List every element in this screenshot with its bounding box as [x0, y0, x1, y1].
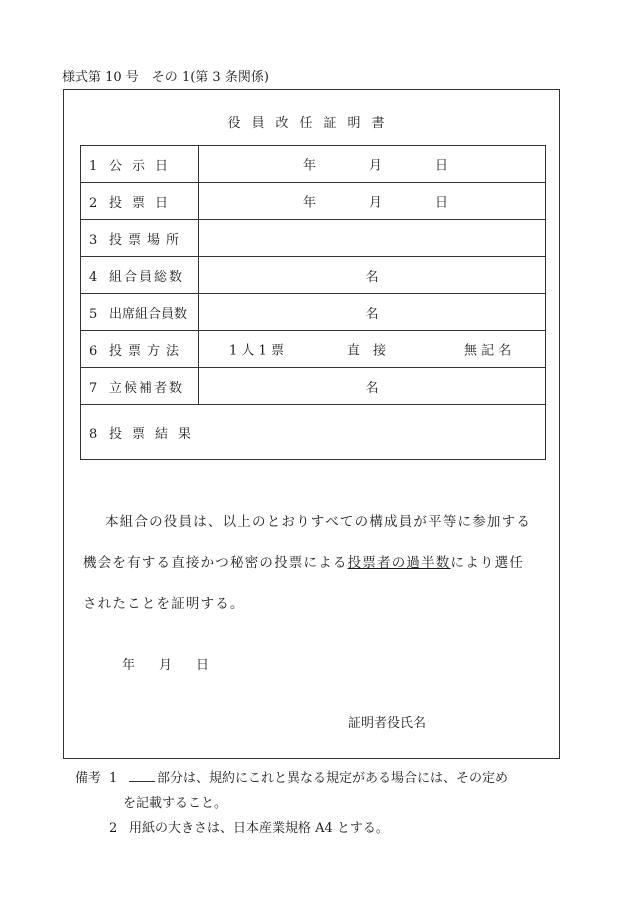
- form-number: 様式第 10 号 その 1(第 3 条関係): [62, 70, 269, 85]
- direct-option: 直 接: [347, 343, 387, 359]
- table-row: [81, 368, 546, 405]
- row-label: 1 公示日: [81, 146, 199, 183]
- table-row: [81, 294, 546, 331]
- voting-method-field: [199, 331, 546, 368]
- table-row: [81, 220, 546, 257]
- table-row: [81, 183, 546, 220]
- row-label: 5 出席組合員数: [81, 294, 199, 331]
- voting-place-field[interactable]: [199, 220, 546, 257]
- underline-blank: [129, 769, 155, 782]
- total-members-field[interactable]: 名: [199, 257, 546, 294]
- secret-option: 無 記 名: [464, 343, 512, 359]
- table-row: [81, 257, 546, 294]
- certification-date[interactable]: 年 月 日: [122, 658, 210, 673]
- attending-members-field[interactable]: 名: [199, 294, 546, 331]
- voting-result-field[interactable]: 8 投票結果: [81, 405, 546, 460]
- row-label: 6 投票方法: [81, 331, 199, 368]
- certification-statement: 本組合の役員は、以上のとおりすべての構成員が平等に参加する 機会を有する直接かつ秘密の投票による投票者の過半数により選任 されたことを証明する。: [83, 514, 532, 612]
- row-label: 7 立候補者数: [81, 368, 199, 405]
- table-row: [81, 331, 546, 368]
- one-vote-option: 1 人 1 票: [229, 343, 284, 359]
- row-label: 4 組合員総数: [81, 257, 199, 294]
- table-row: [81, 146, 546, 183]
- voting-date-field[interactable]: 年 月 日: [199, 183, 546, 220]
- row-label: 3 投票場所: [81, 220, 199, 257]
- announcement-date-field[interactable]: 年 月 日: [199, 146, 546, 183]
- table-row: [81, 405, 546, 460]
- certificate-frame: [63, 89, 560, 759]
- document-title: 役員改任証明書: [227, 116, 396, 131]
- certifier-name-label: 証明者役氏名: [348, 716, 427, 731]
- row-label: 2 投票日: [81, 183, 199, 220]
- remarks-label: 備考: [75, 771, 102, 786]
- remarks: 備考 1 部分は、規約にこれと異なる規定がある場合には、その定め を記載すること。 2 用紙の大きさは、日本産業規格 A4 とする。: [75, 766, 575, 841]
- candidates-field[interactable]: 名: [199, 368, 546, 405]
- certificate-table: [80, 145, 546, 460]
